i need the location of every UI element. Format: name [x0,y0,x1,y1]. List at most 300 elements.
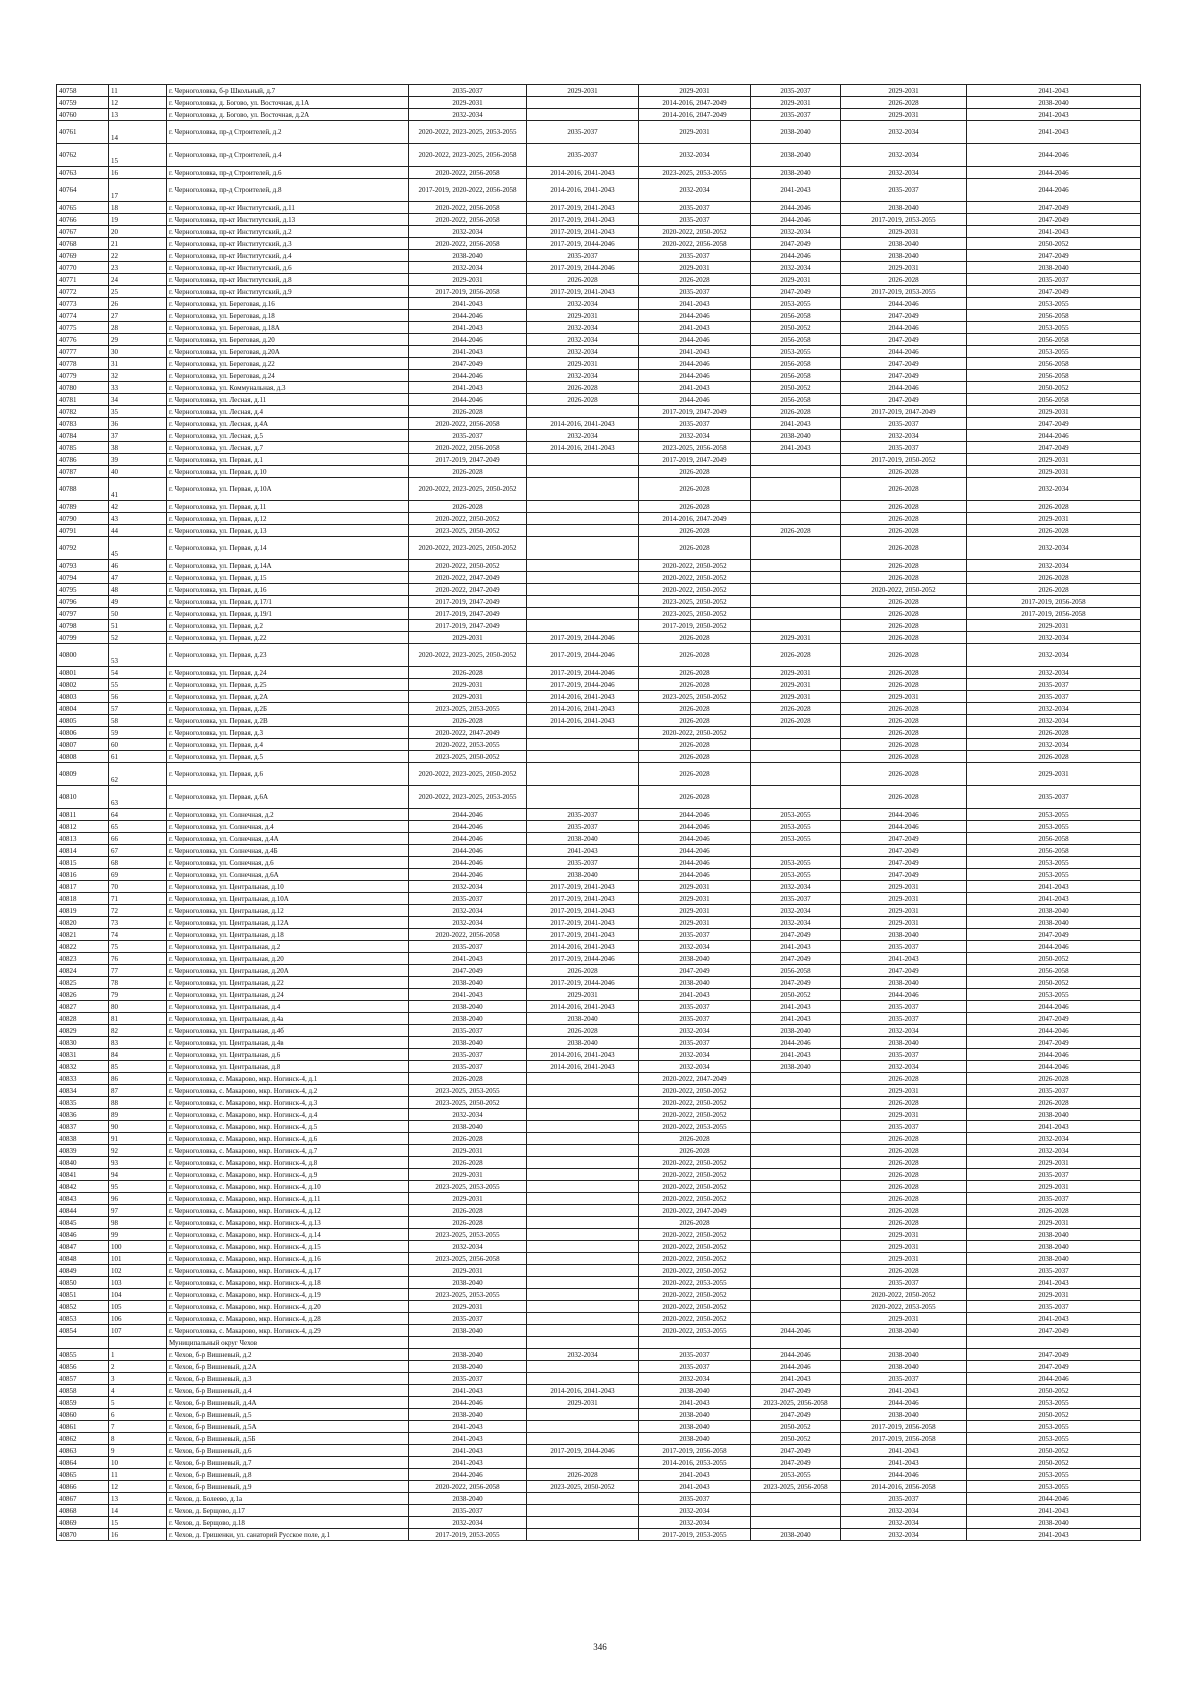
table-row [57,786,1141,809]
period-cell-2: 2017-2019, 2044-2046 [527,667,639,679]
period-cell-1: 2035-2037 [409,1061,527,1073]
table-row [57,917,1141,929]
period-cell-5: 2038-2040 [841,1037,967,1049]
row-id-cell: 40860 [57,1409,109,1421]
period-cell-6: 2041-2043 [967,881,1141,893]
row-id-cell: 40852 [57,1301,109,1313]
period-cell-5: 2047-2049 [841,394,967,406]
table-row [57,250,1141,262]
address-cell: г. Чехов, д. Гришенки, ул. санаторий Русское поле, д.1 [167,1529,409,1541]
period-cell-4: 2044-2046 [751,214,841,226]
period-cell-3: 2038-2040 [639,1433,751,1445]
period-cell-2: 2017-2019, 2041-2043 [527,917,639,929]
period-cell-4: 2038-2040 [751,144,841,167]
period-cell-1: 2017-2019, 2047-2049 [409,608,527,620]
row-number-cell: 104 [109,1289,167,1301]
row-id-cell: 40774 [57,310,109,322]
row-id-cell: 40823 [57,953,109,965]
period-cell-2: 2014-2016, 2041-2043 [527,1001,639,1013]
period-cell-3: 2029-2031 [639,905,751,917]
row-id-cell: 40843 [57,1193,109,1205]
period-cell-3: 2029-2031 [639,917,751,929]
address-cell: г. Черноголовка, с. Макарово, мкр. Ногинск-4, д.19 [167,1289,409,1301]
period-cell-5: 2026-2028 [841,274,967,286]
period-cell-3: 2044-2046 [639,845,751,857]
period-cell-5: 2032-2034 [841,1061,967,1073]
table-row [57,857,1141,869]
table-row [57,1469,1141,1481]
period-cell-4 [751,1289,841,1301]
table-row [57,1289,1141,1301]
address-cell: г. Черноголовка, ул. Центральная, д.22 [167,977,409,989]
address-cell: г. Черноголовка, ул. Первая, д.14А [167,560,409,572]
period-cell-4: 2053-2055 [751,346,841,358]
period-cell-5: 2038-2040 [841,929,967,941]
period-cell-4: 2047-2049 [751,1409,841,1421]
period-cell-2 [527,1109,639,1121]
period-cell-3: 2023-2025, 2056-2058 [639,442,751,454]
address-cell: г. Черноголовка, ул. Первая, д.1 [167,454,409,466]
period-cell-1: 2020-2022, 2047-2049 [409,584,527,596]
period-cell-1: 2020-2022, 2056-2058 [409,929,527,941]
period-cell-6: 2032-2034 [967,632,1141,644]
period-cell-5: 2035-2037 [841,418,967,430]
address-cell: г. Чехов, б-р Вишневый, д.4 [167,1385,409,1397]
period-cell-1: 2026-2028 [409,1205,527,1217]
period-cell-4: 2056-2058 [751,965,841,977]
period-cell-2 [527,1517,639,1529]
address-cell: г. Черноголовка, ул. Центральная, д.6 [167,1049,409,1061]
period-cell-4: 2035-2037 [751,85,841,97]
period-cell-5: 2017-2019, 2047-2049 [841,406,967,418]
row-number-cell: 98 [109,1217,167,1229]
address-cell: г. Чехов, б-р Вишневый, д.8 [167,1469,409,1481]
period-cell-3: 2020-2022, 2050-2052 [639,1157,751,1169]
period-cell-5: 2035-2037 [841,179,967,202]
period-cell-5: 2026-2028 [841,97,967,109]
period-cell-2: 2017-2019, 2044-2046 [527,238,639,250]
period-cell-4 [751,1517,841,1529]
period-cell-1: 2044-2046 [409,821,527,833]
row-number-cell: 83 [109,1037,167,1049]
row-id-cell: 40793 [57,560,109,572]
period-cell-3: 2017-2019, 2053-2055 [639,1529,751,1541]
period-cell-6: 2032-2034 [967,560,1141,572]
row-id-cell: 40799 [57,632,109,644]
period-cell-1: 2035-2037 [409,893,527,905]
row-number-cell: 54 [109,667,167,679]
table-row [57,667,1141,679]
table-row [57,809,1141,821]
period-cell-2 [527,466,639,478]
row-id-cell: 40851 [57,1289,109,1301]
period-cell-3: 2041-2043 [639,1469,751,1481]
period-cell-3: 2041-2043 [639,989,751,1001]
period-cell-4: 2029-2031 [751,97,841,109]
period-cell-6: 2056-2058 [967,370,1141,382]
period-cell-3: 2020-2022, 2050-2052 [639,226,751,238]
period-cell-4: 2047-2049 [751,1457,841,1469]
period-cell-6: 2044-2046 [967,1001,1141,1013]
row-id-cell: 40820 [57,917,109,929]
period-cell-2 [527,1493,639,1505]
row-id-cell: 40855 [57,1349,109,1361]
period-cell-6: 2044-2046 [967,1025,1141,1037]
table-row [57,596,1141,608]
period-cell-2 [527,1313,639,1325]
period-cell-6: 2032-2034 [967,703,1141,715]
period-cell-3: 2044-2046 [639,370,751,382]
period-cell-3: 2026-2028 [639,763,751,786]
period-cell-1: 2029-2031 [409,691,527,703]
row-number-cell: 94 [109,1169,167,1181]
period-cell-6: 2053-2055 [967,821,1141,833]
period-cell-6: 2032-2034 [967,715,1141,727]
period-cell-4: 2026-2028 [751,715,841,727]
period-cell-1: 2020-2022, 2023-2025, 2053-2055 [409,121,527,144]
row-number-cell: 25 [109,286,167,298]
period-cell-4: 2044-2046 [751,1325,841,1337]
row-id-cell: 40797 [57,608,109,620]
address-cell: г. Черноголовка, ул. Центральная, д.4в [167,1037,409,1049]
row-number-cell: 56 [109,691,167,703]
period-cell-1: 2020-2022, 2050-2052 [409,513,527,525]
period-cell-6: 2044-2046 [967,1493,1141,1505]
table-row [57,845,1141,857]
period-cell-1: 2032-2034 [409,1517,527,1529]
period-cell-1: 2047-2049 [409,965,527,977]
period-cell-5: 2026-2028 [841,751,967,763]
address-cell: г. Черноголовка, ул. Береговая, д.22 [167,358,409,370]
row-number-cell: 45 [109,537,167,560]
period-cell-4 [751,1217,841,1229]
table-row [57,406,1141,418]
row-number-cell: 88 [109,1097,167,1109]
period-cell-2: 2035-2037 [527,821,639,833]
period-cell-3: 2029-2031 [639,85,751,97]
address-cell: г. Черноголовка, ул. Центральная, д.10А [167,893,409,905]
period-cell-5: 2038-2040 [841,250,967,262]
address-cell: г. Черноголовка, пр-д Строителей, д.6 [167,167,409,179]
table-row [57,941,1141,953]
period-cell-2: 2014-2016, 2041-2043 [527,941,639,953]
period-cell-5: 2038-2040 [841,977,967,989]
address-cell: г. Черноголовка, пр-кт Институтский, д.6 [167,262,409,274]
period-cell-2 [527,1289,639,1301]
table-row [57,298,1141,310]
row-number-cell: 47 [109,572,167,584]
address-cell: г. Черноголовка, ул. Первая, д.25 [167,679,409,691]
period-cell-5: 2029-2031 [841,226,967,238]
period-cell-1: 2044-2046 [409,833,527,845]
period-cell-6: 2053-2055 [967,1433,1141,1445]
period-cell-3: 2017-2019, 2050-2052 [639,620,751,632]
period-cell-3: 2032-2034 [639,941,751,953]
period-cell-1: 2020-2022, 2023-2025, 2050-2052 [409,537,527,560]
period-cell-5: 2035-2037 [841,1013,967,1025]
period-cell-1: 2020-2022, 2056-2058 [409,442,527,454]
row-id-cell: 40770 [57,262,109,274]
address-cell: г. Черноголовка, пр-д Строителей, д.4 [167,144,409,167]
table-row [57,881,1141,893]
period-cell-2 [527,1529,639,1541]
period-cell-4: 2029-2031 [751,632,841,644]
row-number-cell: 16 [109,167,167,179]
table-row [57,382,1141,394]
row-number-cell: 65 [109,821,167,833]
row-number-cell: 16 [109,1529,167,1541]
row-number-cell: 11 [109,85,167,97]
row-number-cell: 6 [109,1409,167,1421]
period-cell-1: 2038-2040 [409,1325,527,1337]
address-cell: г. Черноголовка, ул. Солнечная, д.2 [167,809,409,821]
row-id-cell: 40856 [57,1361,109,1373]
period-cell-4 [751,560,841,572]
period-cell-6: 2038-2040 [967,1229,1141,1241]
table-row [57,1385,1141,1397]
period-cell-1: 2017-2019, 2047-2049 [409,620,527,632]
period-cell-6: 2035-2037 [967,786,1141,809]
table-row [57,1397,1141,1409]
period-cell-5: 2026-2028 [841,572,967,584]
period-cell-5: 2026-2028 [841,466,967,478]
period-cell-4 [751,1097,841,1109]
period-cell-4: 2050-2052 [751,382,841,394]
period-cell-6: 2050-2052 [967,238,1141,250]
period-cell-2: 2017-2019, 2041-2043 [527,905,639,917]
period-cell-2: 2026-2028 [527,1469,639,1481]
period-cell-3: 2020-2022, 2053-2055 [639,1277,751,1289]
table-row [57,1505,1141,1517]
row-number-cell: 107 [109,1325,167,1337]
address-cell: г. Черноголовка, ул. Центральная, д.20 [167,953,409,965]
period-cell-4: 2050-2052 [751,1421,841,1433]
period-cell-2 [527,786,639,809]
table-row [57,1325,1141,1337]
period-cell-6: 2041-2043 [967,109,1141,121]
period-cell-3: 2041-2043 [639,1481,751,1493]
period-cell-5: 2044-2046 [841,322,967,334]
period-cell-1: 2035-2037 [409,85,527,97]
address-cell: г. Черноголовка, ул. Центральная, д.20А [167,965,409,977]
period-cell-4: 2035-2037 [751,893,841,905]
address-cell: г. Черноголовка, ул. Лесная, д.5 [167,430,409,442]
row-number-cell: 38 [109,442,167,454]
period-cell-1: 2035-2037 [409,430,527,442]
period-cell-4: 2047-2049 [751,977,841,989]
row-id-cell: 40775 [57,322,109,334]
row-number-cell: 102 [109,1265,167,1277]
address-cell: г. Черноголовка, д. Богово, ул. Восточная, д.2А [167,109,409,121]
period-cell-3: 2038-2040 [639,1409,751,1421]
row-number-cell: 14 [109,1505,167,1517]
period-cell-6: 2026-2028 [967,751,1141,763]
row-id-cell: 40864 [57,1457,109,1469]
table-row [57,869,1141,881]
period-cell-6: 2035-2037 [967,1301,1141,1313]
address-cell: г. Черноголовка, д. Богово, ул. Восточная, д.1А [167,97,409,109]
row-id-cell: 40861 [57,1421,109,1433]
table-row [57,1181,1141,1193]
row-number-cell: 2 [109,1361,167,1373]
period-cell-2 [527,1325,639,1337]
period-cell-3: 2026-2028 [639,466,751,478]
period-cell-4: 2047-2049 [751,929,841,941]
section-row [57,1337,1141,1349]
row-number-cell: 70 [109,881,167,893]
row-id-cell: 40783 [57,418,109,430]
row-number-cell: 99 [109,1229,167,1241]
period-cell-5: 2014-2016, 2056-2058 [841,1481,967,1493]
address-cell: г. Черноголовка, ул. Береговая, д.20А [167,346,409,358]
period-cell-4: 2032-2034 [751,881,841,893]
period-cell-6: 2029-2031 [967,454,1141,466]
period-cell-3: 2026-2028 [639,537,751,560]
table-row [57,1169,1141,1181]
period-cell-5: 2047-2049 [841,845,967,857]
period-cell-5: 2029-2031 [841,262,967,274]
table-row [57,1157,1141,1169]
period-cell-6: 2029-2031 [967,763,1141,786]
period-cell-6: 2017-2019, 2056-2058 [967,608,1141,620]
table-row [57,513,1141,525]
period-cell-3: 2026-2028 [639,644,751,667]
address-cell: г. Чехов, б-р Вишневый, д.2 [167,1349,409,1361]
period-cell-5: 2047-2049 [841,370,967,382]
period-cell-3: 2026-2028 [639,715,751,727]
period-cell-2: 2014-2016, 2041-2043 [527,167,639,179]
table-row [57,262,1141,274]
period-cell-5: 2044-2046 [841,298,967,310]
row-id-cell: 40764 [57,179,109,202]
period-cell-6: 2026-2028 [967,501,1141,513]
address-cell: г. Черноголовка, с. Макарово, мкр. Ногинск-4, д.2 [167,1085,409,1097]
row-number-cell: 52 [109,632,167,644]
table-row [57,167,1141,179]
period-cell-3: 2014-2016, 2053-2055 [639,1457,751,1469]
period-cell-5: 2032-2034 [841,1505,967,1517]
row-id-cell: 40786 [57,454,109,466]
row-number-cell: 23 [109,262,167,274]
period-cell-6: 2029-2031 [967,1181,1141,1193]
address-cell: г. Черноголовка, ул. Первая, д.13 [167,525,409,537]
row-id-cell: 40796 [57,596,109,608]
period-cell-1: 2044-2046 [409,310,527,322]
period-cell-5: 2032-2034 [841,1025,967,1037]
period-cell-3: 2035-2037 [639,1493,751,1505]
address-cell: г. Черноголовка, с. Макарово, мкр. Ногинск-4, д.9 [167,1169,409,1181]
table-row [57,346,1141,358]
table-row [57,1097,1141,1109]
period-cell-2: 2017-2019, 2041-2043 [527,226,639,238]
period-cell-2: 2017-2019, 2041-2043 [527,893,639,905]
period-cell-2 [527,560,639,572]
table-row [57,1145,1141,1157]
period-cell-1: 2029-2031 [409,679,527,691]
period-cell-4: 2038-2040 [751,1061,841,1073]
table-row [57,763,1141,786]
row-number-cell: 39 [109,454,167,466]
period-cell-1: 2017-2019, 2047-2049 [409,596,527,608]
period-cell-1: 2035-2037 [409,1025,527,1037]
period-cell-2 [527,608,639,620]
address-cell: г. Черноголовка, с. Макарово, мкр. Ногинск-4, д.28 [167,1313,409,1325]
row-id-cell: 40809 [57,763,109,786]
period-cell-6: 2032-2034 [967,1133,1141,1145]
period-cell-5: 2026-2028 [841,620,967,632]
period-cell-3: 2035-2037 [639,202,751,214]
period-cell-5: 2047-2049 [841,965,967,977]
period-cell-3: 2020-2022, 2050-2052 [639,1085,751,1097]
row-id-cell: 40836 [57,1109,109,1121]
row-number-cell: 28 [109,322,167,334]
row-number-cell: 66 [109,833,167,845]
table-row [57,620,1141,632]
period-cell-3: 2035-2037 [639,418,751,430]
table-row [57,1517,1141,1529]
period-cell-4: 2041-2043 [751,1049,841,1061]
period-cell-6: 2041-2043 [967,85,1141,97]
period-cell-6: 2044-2046 [967,167,1141,179]
row-id-cell: 40826 [57,989,109,1001]
period-cell-6: 2038-2040 [967,262,1141,274]
address-cell: г. Черноголовка, ул. Первая, д.3 [167,727,409,739]
period-cell-2: 2038-2040 [527,869,639,881]
address-cell: г. Чехов, б-р Вишневый, д.5Б [167,1433,409,1445]
period-cell-6: 2053-2055 [967,298,1141,310]
address-cell: г. Черноголовка, ул. Центральная, д.2 [167,941,409,953]
table-row [57,560,1141,572]
table-row [57,1433,1141,1445]
period-cell-4 [751,1205,841,1217]
period-cell-5: 2041-2043 [841,1457,967,1469]
period-cell-3: 2035-2037 [639,214,751,226]
address-cell: г. Черноголовка, б-р Школьный, д.7 [167,85,409,97]
period-cell-2: 2017-2019, 2041-2043 [527,286,639,298]
period-cell-6: 2053-2055 [967,809,1141,821]
period-cell-3: 2035-2037 [639,1037,751,1049]
period-cell-3: 2032-2034 [639,430,751,442]
row-number-cell: 24 [109,274,167,286]
row-id-cell: 40776 [57,334,109,346]
period-cell-1: 2020-2022, 2056-2058 [409,202,527,214]
period-cell-6: 2044-2046 [967,941,1141,953]
row-number-cell: 15 [109,1517,167,1529]
address-cell: г. Черноголовка, с. Макарово, мкр. Ногинск-4, д.16 [167,1253,409,1265]
period-cell-3: 2044-2046 [639,334,751,346]
period-cell-2 [527,1169,639,1181]
address-cell: г. Черноголовка, ул. Береговая, д.18А [167,322,409,334]
period-cell-3: 2026-2028 [639,1133,751,1145]
period-cell-1: 2020-2022, 2056-2058 [409,418,527,430]
row-id-cell: 40780 [57,382,109,394]
period-cell-2: 2038-2040 [527,1037,639,1049]
address-cell: г. Черноголовка, ул. Центральная, д.12 [167,905,409,917]
period-cell-6: 2032-2034 [967,644,1141,667]
row-id-cell: 40857 [57,1373,109,1385]
period-cell-6: 2050-2052 [967,1445,1141,1457]
address-cell: г. Чехов, б-р Вишневый, д.7 [167,1457,409,1469]
period-cell-4: 2029-2031 [751,679,841,691]
period-cell-1: 2044-2046 [409,857,527,869]
period-cell-1: 2020-2022, 2056-2058 [409,214,527,226]
row-number-cell: 105 [109,1301,167,1313]
period-cell-6: 2044-2046 [967,1373,1141,1385]
period-cell-4: 2029-2031 [751,274,841,286]
period-cell-1: 2038-2040 [409,977,527,989]
period-cell-1: 2032-2034 [409,1241,527,1253]
period-cell-5: 2026-2028 [841,478,967,501]
